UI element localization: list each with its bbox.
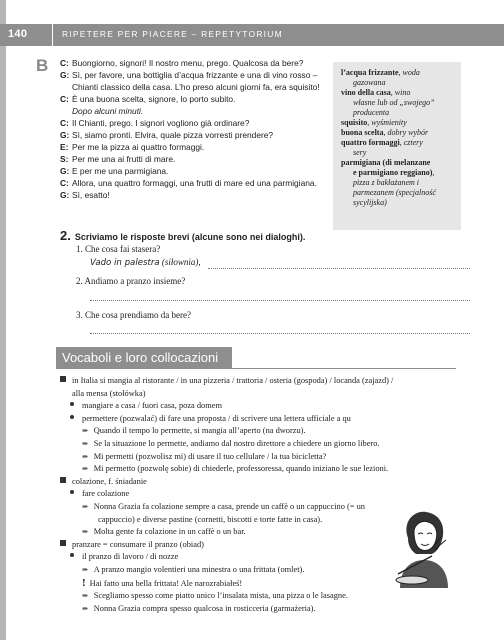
square-bullet-icon	[60, 540, 66, 546]
answer-line-2[interactable]	[90, 290, 470, 301]
glossary-def: sery	[353, 148, 367, 157]
arrow-icon: ➨	[82, 426, 89, 436]
glossary-def: pizza z bakłażanem i	[353, 178, 419, 187]
stage-direction	[60, 105, 330, 117]
exercise-number: 2.	[60, 228, 71, 243]
woman-eating-illustration	[392, 508, 454, 588]
dialogue-line	[60, 153, 330, 165]
glossary-entry	[341, 178, 453, 188]
dialogue-line	[60, 189, 330, 201]
glossary-def: , dobry wybór	[383, 128, 429, 137]
vocab-item	[60, 476, 460, 489]
glossary-def: , wino	[390, 88, 411, 97]
line-text: Allora, una quattro formaggi, una frutti di mare ed una parmigiana.	[72, 178, 317, 188]
vocab-example	[60, 603, 460, 616]
speaker: E:	[60, 142, 69, 152]
vocab-text: Quando il tempo lo permette, si mangia all’aperto (na dworzu).	[93, 426, 306, 436]
header-title: RIPETERE PER PIACERE – REPETYTORIUM	[62, 29, 283, 39]
vocab-text: Scegliamo spesso come piatto unico l’insalata mista, una pizza o le lasagne.	[93, 591, 348, 601]
arrow-icon: ➨	[82, 438, 89, 448]
vocab-text: mangiare a casa / fuori casa, poza domem	[82, 401, 222, 411]
section-label-b: B	[36, 56, 49, 75]
vocab-example	[60, 425, 460, 438]
dialogue-line	[60, 69, 330, 81]
glossary-def: producenta	[353, 108, 390, 117]
vocab-text: Molta gente fa colazione in un caffè o un bar.	[93, 527, 246, 537]
dialogue-line	[60, 165, 330, 177]
speaker: C:	[60, 178, 69, 188]
line-text: Per me la pizza ai quattro formaggi.	[72, 142, 205, 152]
question-1: 1. Che cosa fai stasera?	[76, 244, 161, 254]
arrow-icon: ➨	[82, 501, 89, 511]
glossary-def: , cztery	[399, 138, 423, 147]
handwritten-answer: Vado in palestra	[90, 258, 160, 268]
answer-note: (siłownia),	[161, 257, 201, 267]
page-header	[0, 24, 504, 46]
glossary-def: własne lub od „swojego”	[353, 98, 435, 107]
line-text: E per me una parmigiana.	[72, 166, 169, 176]
speaker: C:	[60, 94, 69, 104]
glossary-entry	[341, 188, 453, 198]
dialogue-line	[60, 141, 330, 153]
round-bullet-icon	[70, 402, 74, 406]
answer-line-1[interactable]	[208, 258, 470, 269]
glossary-box	[333, 62, 461, 230]
exercise-title: Scriviamo le risposte brevi (alcune sono nei dialoghi).	[74, 232, 306, 242]
glossary-term: quattro formaggi	[341, 138, 400, 147]
glossary-entry	[341, 148, 453, 158]
speaker: G:	[60, 166, 70, 176]
glossary-term: parmigiana (di melanzane	[341, 158, 431, 167]
speaker: G:	[60, 130, 70, 140]
glossary-term: buona scelta	[341, 128, 384, 137]
dialogue-line	[60, 129, 330, 141]
vocab-text: Nonna Grazia compra spesso qualcosa in rosticceria (garmażeria).	[93, 603, 316, 613]
question-3: 3. Che cosa prendiamo da bere?	[76, 310, 191, 320]
question-2: 2. Andiamo a pranzo insieme?	[76, 276, 186, 286]
line-text: È una buona scelta, signore, lo porto subito.	[72, 94, 236, 104]
dialogue	[60, 57, 330, 201]
vocab-heading: Vocaboli e loro collocazioni	[56, 347, 232, 369]
glossary-entry	[341, 78, 453, 88]
speaker	[60, 81, 72, 93]
exclamation-icon: !	[82, 576, 86, 589]
vocab-text: Mi permetti (pozwolisz mi) di usare il tuo cellulare / la tua bicicletta?	[93, 451, 327, 461]
glossary-entry	[341, 98, 453, 108]
dialogue-line	[60, 57, 330, 69]
line-text: Il Chianti, prego. I signori vogliono già ordinare?	[72, 118, 250, 128]
vocab-text: Mi permetto (pozwolę sobie) di chiederle, professoressa, quando iniziano le sue lezioni.	[93, 464, 389, 474]
glossary-def: gazowana	[353, 78, 386, 87]
vocab-text: permettere (pozwalać) di fare una proposta / di scrivere una lettera ufficiale a qu	[82, 413, 351, 423]
glossary-def: parmezanem (specjalność	[353, 188, 436, 197]
arrow-icon: ➨	[82, 451, 89, 461]
glossary-def: ,	[432, 168, 435, 177]
vocab-text: cappuccio) e diverse pastine (cornetti, biscotti e torte fatte in casa).	[98, 514, 323, 524]
page-edge	[0, 0, 6, 640]
line-text: Sì, siamo pronti. Elvira, quale pizza vorresti prendere?	[72, 130, 274, 140]
vocab-example	[60, 438, 460, 451]
glossary-entry	[341, 198, 453, 208]
vocab-example	[60, 463, 460, 476]
line-text: Sì, esatto!	[72, 190, 110, 200]
glossary-entry	[341, 108, 453, 118]
speaker: C:	[60, 58, 69, 68]
vocab-item	[60, 488, 460, 501]
vocab-text: in Italia si mangia al ristorante / in una pizzeria / trattoria / osteria (gospoda) / locanda (zajazd) /	[72, 376, 394, 385]
vocab-text: A pranzo mangio volentieri una minestra o una frittata (omlet).	[93, 564, 305, 574]
speaker: S:	[60, 154, 69, 164]
vocab-item	[60, 400, 460, 413]
arrow-icon: ➨	[82, 603, 89, 613]
arrow-icon: ➨	[82, 564, 89, 574]
answer-1	[90, 257, 201, 268]
vocab-text: Nonna Grazia fa colazione sempre a casa, prende un caffè o un cappuccino (= un	[93, 501, 365, 511]
glossary-def: , woda	[398, 68, 420, 77]
vocab-item	[60, 388, 460, 401]
glossary-def: , wyśmienity	[367, 118, 407, 127]
arrow-icon: ➨	[82, 591, 89, 601]
glossary-term: l’acqua frizzante	[341, 68, 399, 77]
glossary-entry	[341, 118, 453, 128]
round-bullet-icon	[70, 490, 74, 494]
glossary-entry	[341, 88, 453, 98]
line-text: Per me una ai frutti di mare.	[72, 154, 176, 164]
vocab-text: il pranzo di lavoro / di nozze	[82, 552, 179, 562]
glossary-entry	[341, 68, 453, 78]
arrow-icon: ➨	[82, 527, 89, 537]
exercise-heading	[60, 228, 305, 243]
header-divider	[52, 24, 53, 46]
vocab-text: alla mensa (stołówka)	[72, 388, 146, 398]
vocab-text: fare colazione	[82, 489, 130, 499]
speaker: C:	[60, 118, 69, 128]
line-text: Dopo alcuni minuti.	[72, 106, 144, 116]
vocab-item	[60, 375, 460, 388]
dialogue-line	[60, 177, 330, 189]
page-number: 140	[8, 28, 28, 40]
dialogue-line	[60, 93, 330, 105]
line-text: Sì, per favore, una bottiglia d’acqua frizzante e una di vino rosso –	[72, 70, 318, 80]
glossary-entry	[341, 128, 453, 138]
vocab-text: colazione, f. śniadanie	[72, 476, 147, 486]
glossary-term: squisito	[341, 118, 368, 127]
speaker: G:	[60, 190, 70, 200]
square-bullet-icon	[60, 477, 66, 483]
round-bullet-icon	[70, 553, 74, 557]
speaker: G:	[60, 70, 70, 80]
dialogue-line	[60, 81, 330, 93]
vocab-text: Se la situazione lo permette, andiamo dal nostro direttore a chiedere un giorno libero.	[93, 438, 380, 448]
glossary-entry	[341, 138, 453, 148]
arrow-icon: ➨	[82, 464, 89, 474]
line-text: Chianti classico della casa. L’ho preso alcuni giorni fa, era squisito!	[72, 82, 320, 92]
glossary-term: vino della casa	[341, 88, 391, 97]
vocab-text: Hai fatto una bella frittata! Ale narozrabiałeś!	[89, 578, 243, 588]
line-text: Buongiorno, signori! Il nostro menu, prego. Qualcosa da bere?	[72, 58, 304, 68]
vocab-text: pranzare = consumare il pranzo (obiad)	[72, 539, 204, 549]
dialogue-line	[60, 117, 330, 129]
round-bullet-icon	[70, 415, 74, 419]
vocab-example	[60, 590, 460, 603]
glossary-entry	[341, 168, 453, 178]
vocab-item	[60, 413, 460, 426]
answer-line-3[interactable]	[90, 323, 470, 334]
square-bullet-icon	[60, 376, 66, 382]
glossary-entry	[341, 158, 453, 168]
vocab-example	[60, 451, 460, 464]
glossary-term: e parmigiano reggiano)	[353, 168, 433, 177]
vocab-rule	[56, 368, 456, 369]
glossary-def: sycylijska)	[353, 198, 387, 207]
speaker	[60, 105, 72, 117]
